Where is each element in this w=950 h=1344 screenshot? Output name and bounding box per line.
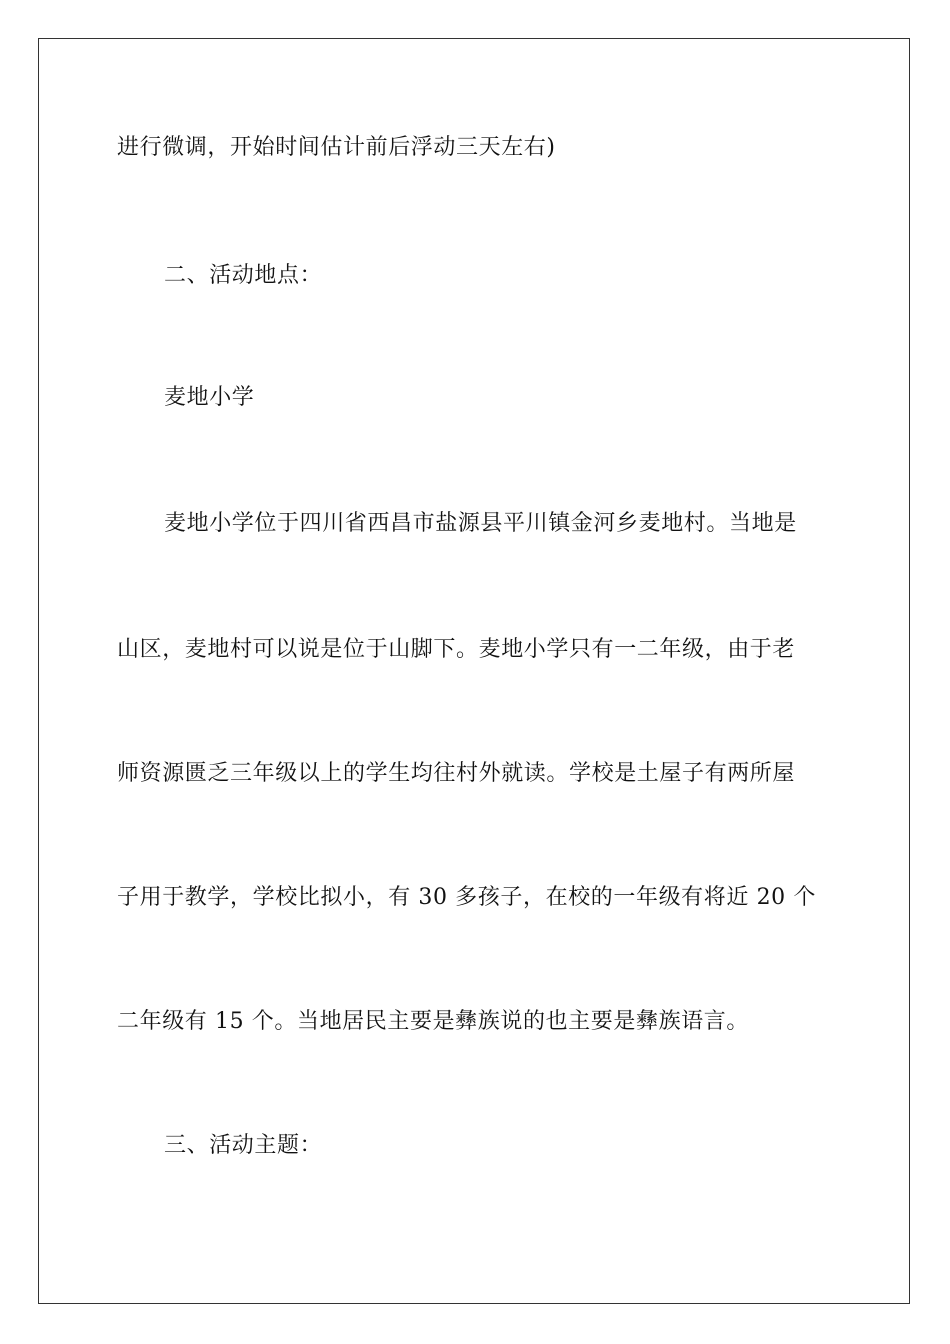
description-line-2: 山区，麦地村可以说是位于山脚下。麦地小学只有一二年级，由于老 (117, 637, 796, 662)
page-border (38, 38, 910, 1304)
section-heading-activity-location: 二、活动地点： (164, 263, 323, 288)
description-line-4: 子用于教学，学校比拟小，有 30 多孩子，在校的一年级有将近 20 个 (117, 885, 816, 910)
paragraph-continuation-line: 进行微调，开始时间估计前后浮动三天左右) (117, 135, 556, 160)
location-name: 麦地小学 (164, 385, 255, 410)
description-line-1: 麦地小学位于四川省西昌市盐源县平川镇金河乡麦地村。当地是 (164, 511, 797, 536)
description-line-3: 师资源匮乏三年级以上的学生均往村外就读。学校是土屋子有两所屋 (117, 761, 796, 786)
description-line-5: 二年级有 15 个。当地居民主要是彝族说的也主要是彝族语言。 (117, 1009, 749, 1034)
section-heading-activity-theme: 三、活动主题： (164, 1133, 323, 1158)
